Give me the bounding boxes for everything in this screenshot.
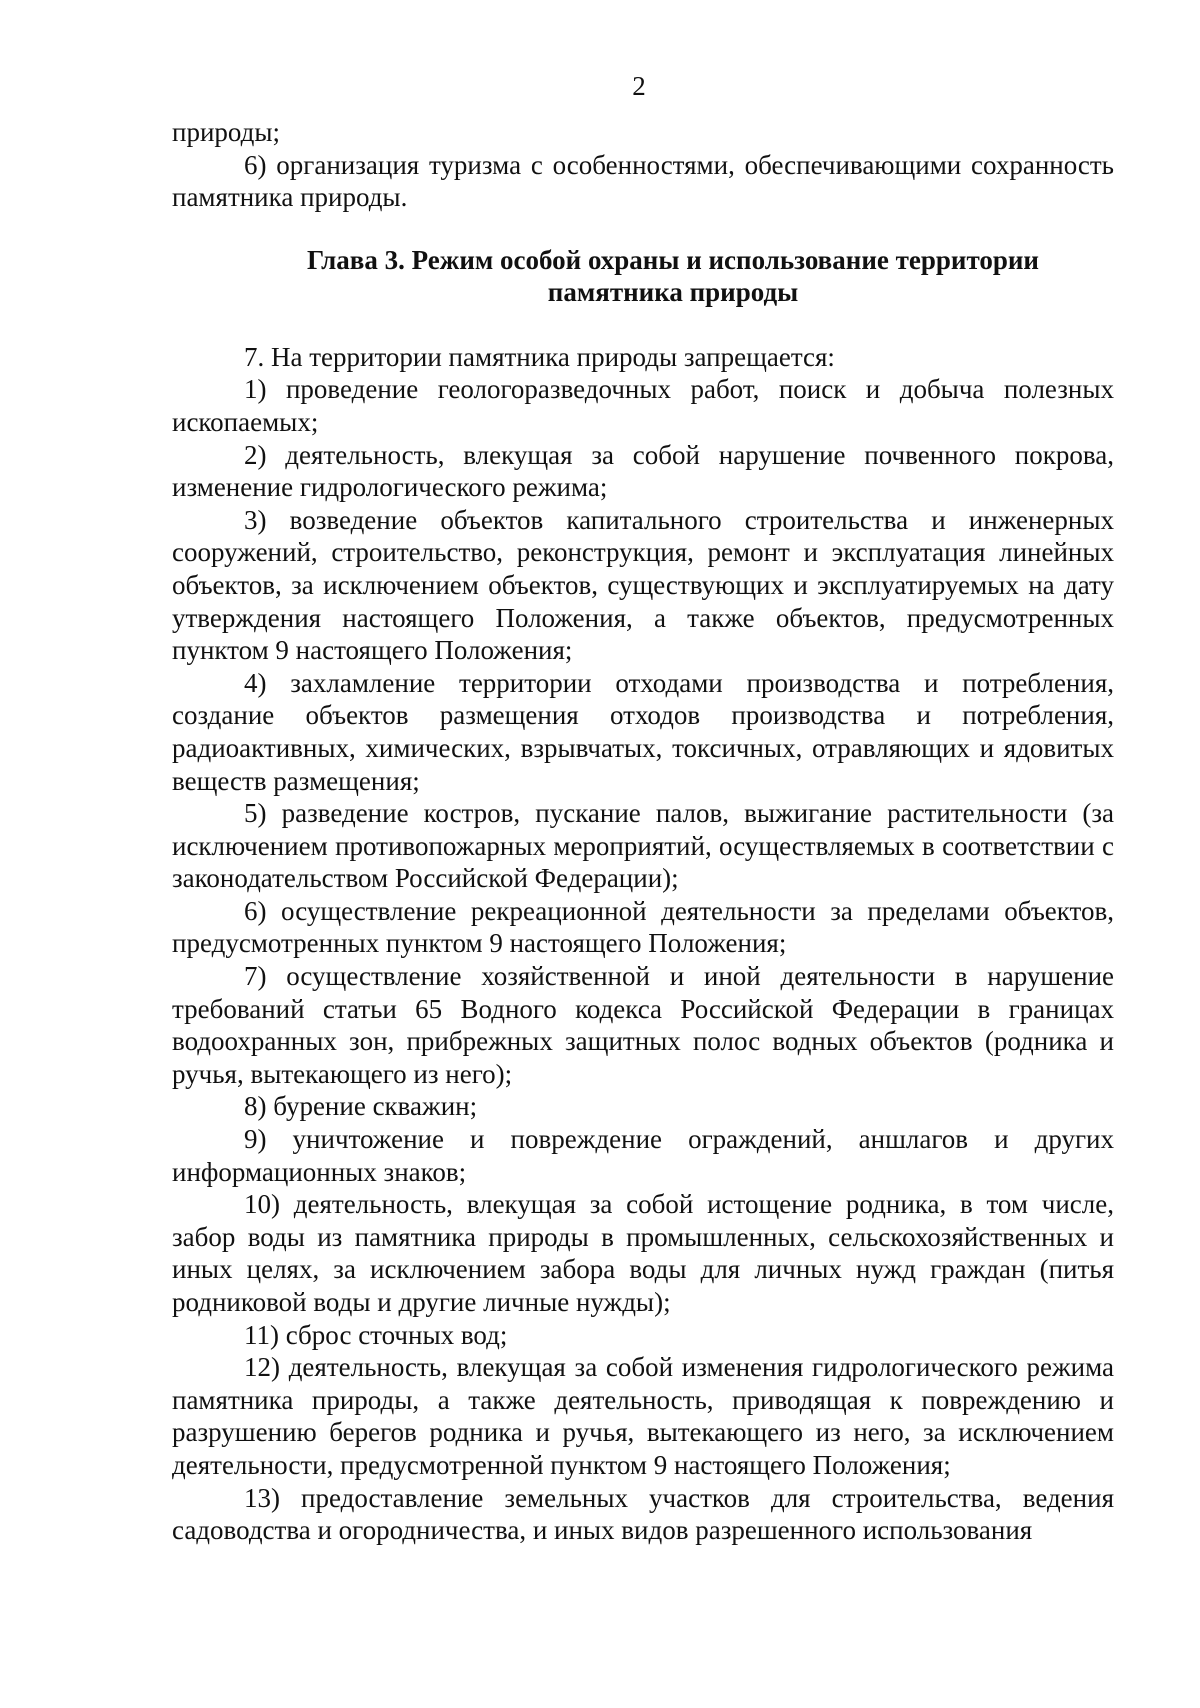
paragraph-item-6-tourism: 6) организация туризма с особенностями, обеспечивающими сохранность памятника природы.: [172, 149, 1114, 213]
list-item: 11) сброс сточных вод;: [244, 1319, 508, 1350]
list-item: 5) разведение костров, пускание палов, выжигание растительности (за исключением противопожарных мероприятий, осуществляемых в соответствии с законодательством Российской Федерации);: [172, 798, 1114, 894]
list-item: 2) деятельность, влекущая за собой нарушение почвенного покрова, изменение гидрологического режима;: [172, 439, 1114, 503]
list-item: 13) предоставление земельных участков для строительства, ведения садоводства и огородничества, и иных видов разрешенного использования: [172, 1482, 1114, 1546]
list-item: 8) бурение скважин;: [244, 1091, 478, 1122]
document-body: [172, 116, 1114, 1547]
list-item: 12) деятельность, влекущая за собой изменения гидрологического режима памятника природы, а также деятельность, приводящая к повреждению и разрушению берегов родника и ручья, вытекающего из него, за исключением деятельности, предусмотренной пунктом 9 настоящего Положения;: [172, 1352, 1114, 1480]
paragraph-continuation: природы;: [172, 117, 280, 147]
chapter-heading-line-2: памятника природы: [547, 276, 799, 307]
list-item: 6) осуществление рекреационной деятельности за пределами объектов, предусмотренных пунктом 9 настоящего Положения;: [172, 895, 1114, 959]
chapter-heading-line-1: Глава 3. Режим особой охраны и использование территории: [307, 244, 1039, 275]
chapter-heading: [172, 244, 1114, 308]
page-number: 2: [632, 71, 646, 101]
list-item: 10) деятельность, влекущая за собой истощение родника, в том числе, забор воды из памятника природы в промышленных, сельскохозяйственных и иных целях, за исключением забора воды для личных нужд граждан (питья родниковой воды и другие личные нужды);: [172, 1189, 1114, 1317]
list-item: 9) уничтожение и повреждение ограждений, аншлагов и других информационных знаков;: [172, 1124, 1114, 1187]
list-item: 7) осуществление хозяйственной и иной деятельности в нарушение требований статьи 65 Водного кодекса Российской Федерации в границах водоохранных зон, прибрежных защитных полос водных объектов (родника и ручья, вытекающего из него);: [172, 961, 1114, 1089]
list-item: 4) захламление территории отходами производства и потребления, создание объектов размещения отходов производства и потребления, радиоактивных, химических, взрывчатых, токсичных, отравляющих и ядовитых веществ размещения;: [172, 667, 1114, 796]
list-item: 3) возведение объектов капитального строительства и инженерных сооружений, строительство, реконструкция, ремонт и эксплуатация линейных объектов, за исключением объектов, существующих и эксплуатируемых на дату утверждения настоящего Положения, а также объектов, предусмотренных пунктом 9 настоящего Положения;: [172, 504, 1114, 666]
list-item: 1) проведение геологоразведочных работ, поиск и добыча полезных ископаемых;: [172, 374, 1114, 437]
paragraph-section-7: 7. На территории памятника природы запрещается:: [244, 341, 835, 372]
